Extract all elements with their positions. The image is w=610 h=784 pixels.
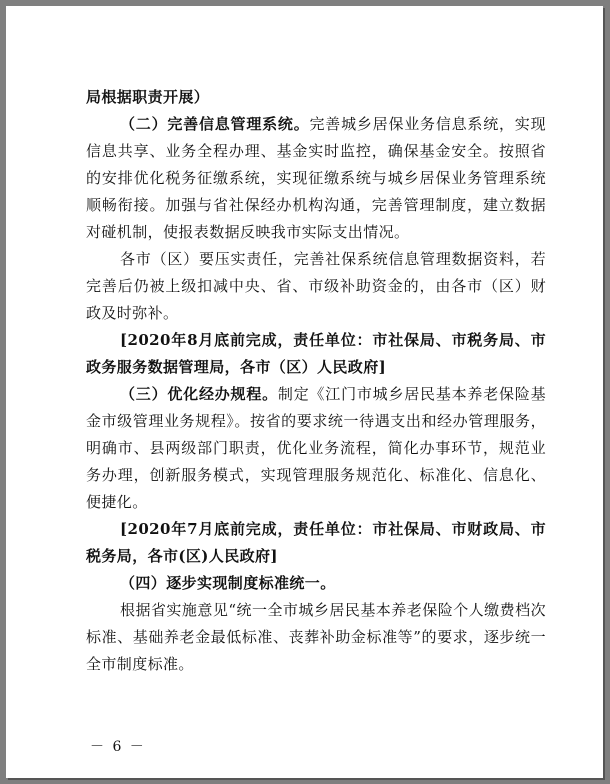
section-text-3: 制定《江门市城乡居民基本养老保险基金市级管理业务规程》。按省的要求统一待遇支出和经办管理服务，明确市、县两级部门职责，优化业务流程，简化办事环节，规范业务办理，创新服务模式，实现管理服务规范化、标准化、信息化、便捷化。 [86, 385, 546, 511]
paragraph-responsibility: 各市（区）要压实责任，完善社保系统信息管理数据资料，若完善后仍被上级扣减中央、省、市级补助资金的，由各市（区）财政及时弥补。 [86, 250, 546, 322]
paragraph-continuation: 局根据职责开展） [86, 88, 210, 106]
page-number: － 6 － [90, 739, 146, 755]
deadline-note-2: [2020年7月底前完成，责任单位：市社保局、市财政局、市税务局，各市(区)人民政府] [86, 520, 546, 565]
paragraph-info-system [86, 111, 546, 246]
section-text-2: 完善城乡居保业务信息系统，实现信息共享、业务全程办理、基金实时监控，确保基金安全。按照省的安排优化税务征缴系统，实现征缴系统与城乡居保业务管理系统顺畅衔接。加强与省社保经办机构沟通，完善管理制度，建立数据对碰机制，使报表数据反映我市实际支出情况。 [86, 115, 546, 241]
section-heading-4: （四）逐步实现制度标准统一。 [120, 574, 336, 592]
document-body [86, 84, 546, 678]
document-page [6, 6, 603, 778]
deadline-note-1: [2020年8月底前完成，责任单位：市社保局、市税务局、市政务服务数据管理局，各市（区）人民政府] [86, 331, 546, 376]
paragraph-unify-standards: 根据省实施意见“统一全市城乡居民基本养老保险个人缴费档次标准、基础养老金最低标准、丧葬补助金标准等”的要求，逐步统一全市制度标准。 [86, 601, 546, 673]
section-heading-3: （三）优化经办规程。 [120, 385, 278, 403]
paragraph-optimize-procedure [86, 381, 546, 516]
section-heading-2: （二）完善信息管理系统。 [120, 115, 310, 133]
